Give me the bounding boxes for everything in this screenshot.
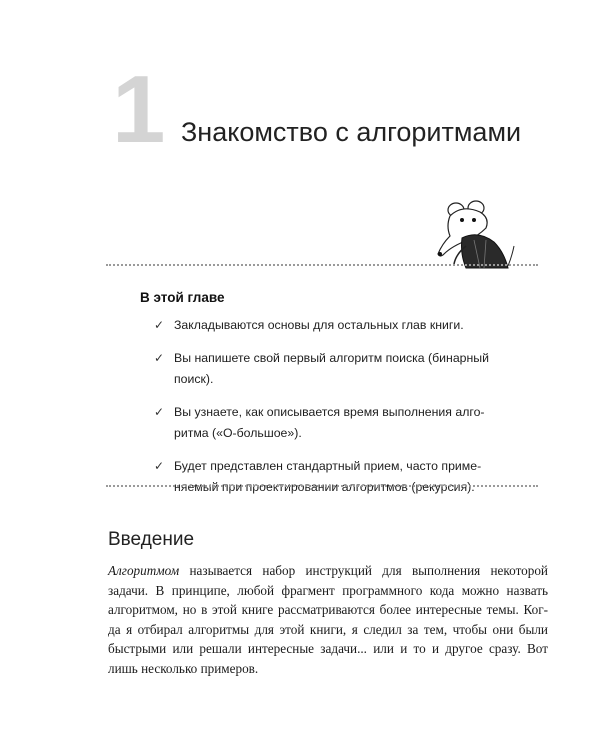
list-item-line: Вы напишете свой первый алгоритм поиска (бинарный (174, 351, 489, 365)
section-title: Введение (108, 529, 195, 550)
divider-top (106, 264, 538, 266)
list-item-line: ритма («О-большое»). (174, 426, 302, 440)
list-item-line: Будет представлен стандартный прием, часто приме- (174, 459, 482, 473)
rat-illustration (432, 196, 516, 270)
italic-term: Алгоритмом (108, 563, 180, 578)
body-paragraph (108, 561, 548, 678)
paragraph-line-text: называется набор инструкций для выполнения некоторой (179, 563, 548, 578)
list-item (154, 348, 494, 390)
paragraph-line: задачи. В принципе, любой фрагмент программного кода можно назвать (108, 582, 548, 598)
list-item (154, 456, 494, 498)
list-item-line: Вы узнаете, как описывается время выполнения алго- (174, 405, 485, 419)
chapter-number: 1 (112, 56, 166, 163)
check-mark-icon: ✓ (154, 318, 165, 332)
list-item (154, 315, 494, 336)
paragraph-line (108, 561, 548, 581)
paragraph-line: лишь несколько примеров. (108, 660, 259, 676)
check-mark-icon: ✓ (154, 351, 165, 365)
list-item-line: Закладываются основы для остальных глав книги. (174, 318, 464, 332)
paragraph-line: быстрыми или решали интересные задачи... или и то и другое сразу. Вот (108, 641, 548, 656)
list-item (154, 402, 494, 444)
chapter-title: Знакомство с алгоритмами (181, 117, 522, 147)
chapter-summary-list (154, 315, 494, 510)
check-mark-icon: ✓ (154, 405, 165, 419)
paragraph-line: да я отбирал алгоритмы для этой книги, я следил за тем, чтобы они были (108, 621, 548, 637)
check-mark-icon: ✓ (154, 459, 165, 473)
divider-bottom (106, 485, 538, 487)
paragraph-line: алгоритмом, но в этой книге рассматриваются более интересные темы. Ког- (108, 602, 548, 617)
in-this-chapter-heading: В этой главе (140, 290, 225, 305)
list-item-line: поиск). (174, 372, 214, 386)
list-item-line: няемый при проектировании алгоритмов (рекурсия). (174, 480, 475, 494)
